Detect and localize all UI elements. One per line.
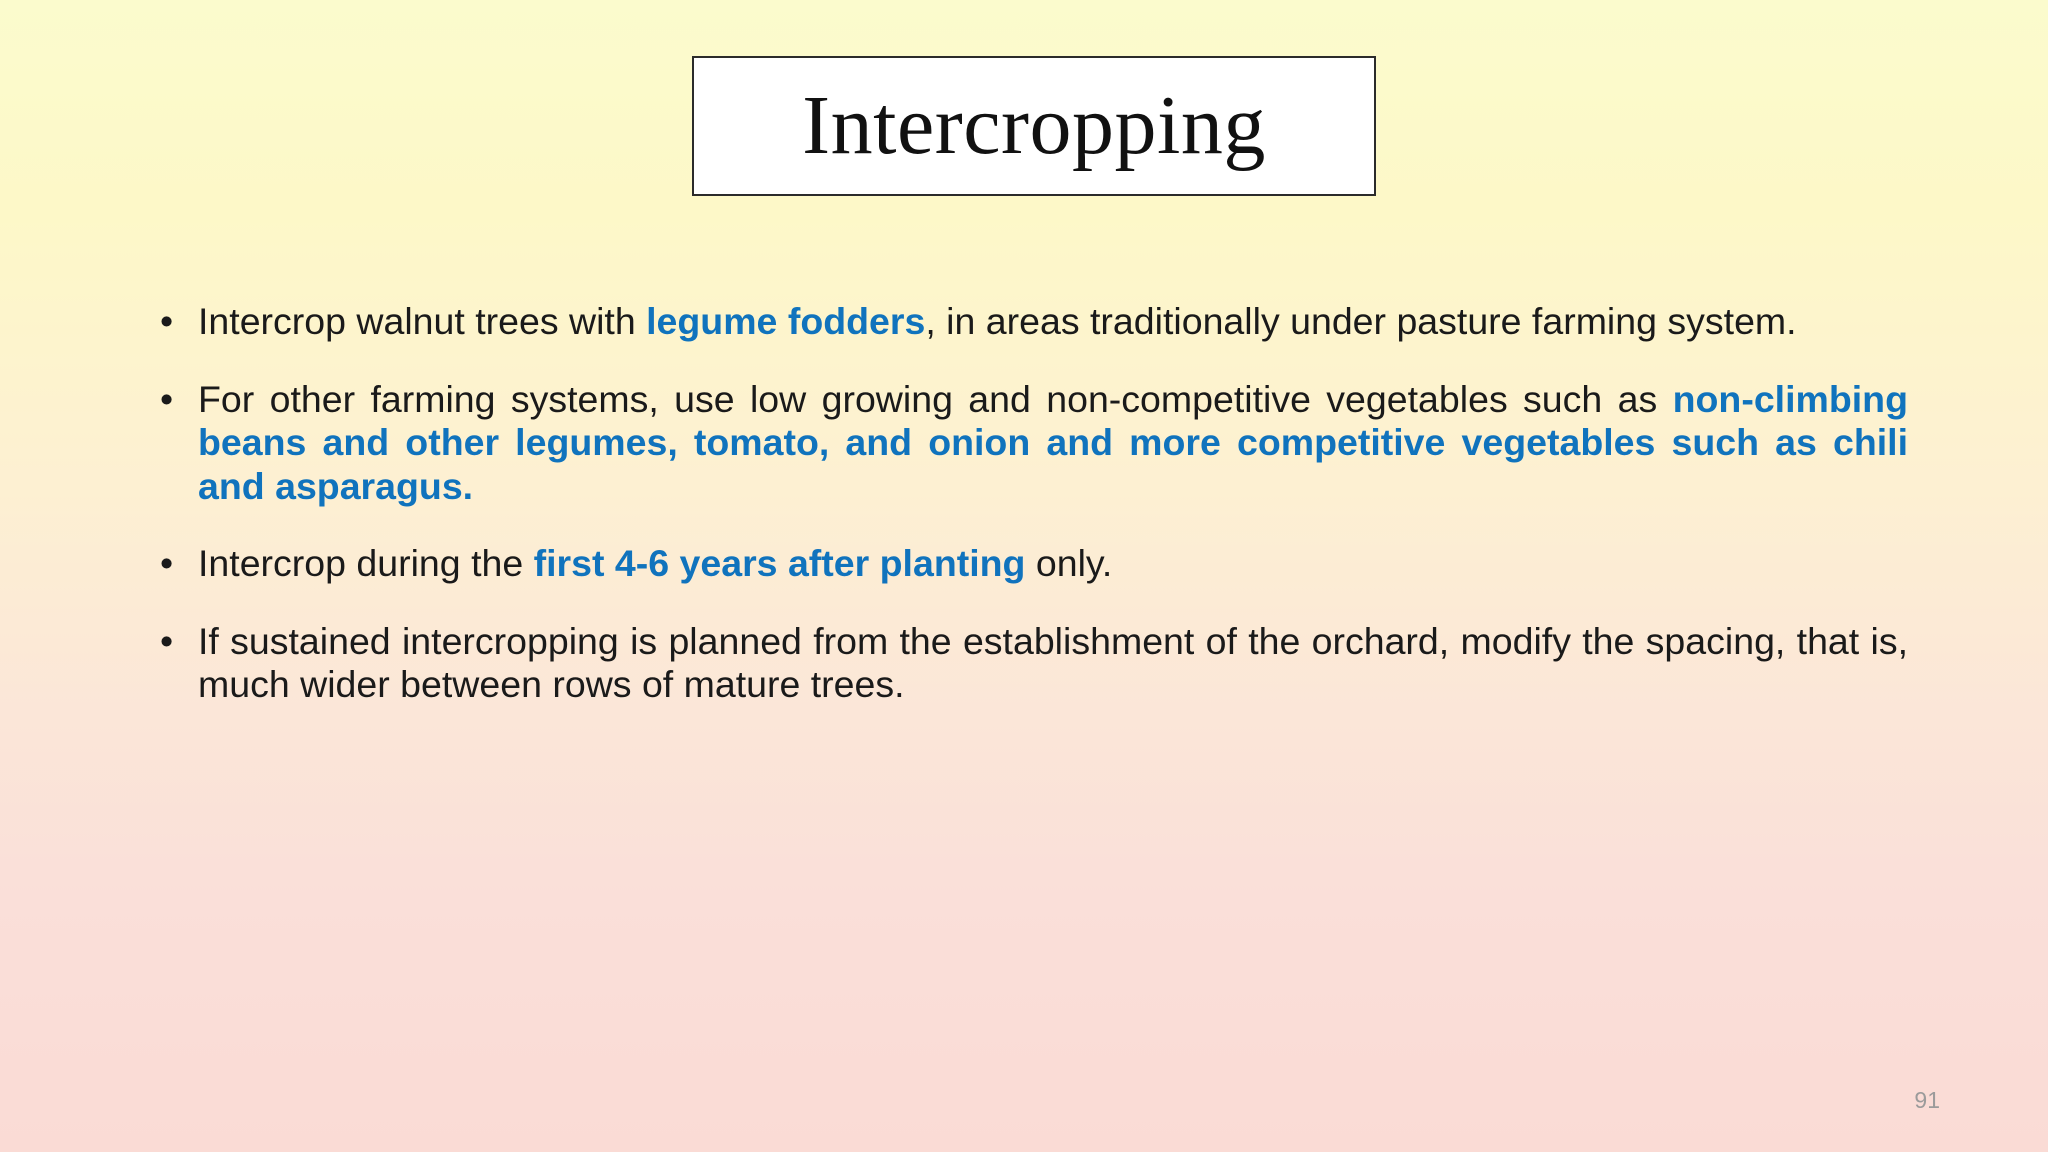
list-item — [148, 378, 1908, 509]
list-item-text — [198, 542, 1112, 584]
text-run: , in areas traditionally under pasture farming system. — [925, 300, 1797, 342]
highlight-run: legume fodders — [646, 300, 926, 342]
bullet-marker: • — [160, 377, 174, 420]
text-run: Intercrop during the — [198, 542, 534, 584]
bullet-marker: • — [160, 619, 174, 662]
list-item-text — [198, 620, 1908, 706]
page-title: Intercropping — [802, 79, 1266, 172]
bullet-list — [148, 300, 1908, 707]
text-run: Intercrop walnut trees with — [198, 300, 647, 342]
text-run: If sustained intercropping is planned from the establishment of the orchard, modify the spacing, that is, much wider between rows of mature trees. — [198, 619, 1908, 705]
highlight-run: non-climbing beans and other legumes, tomato, and onion and more competitive vegetables such as chili and asparagus. — [198, 377, 1908, 507]
text-run: For other farming systems, use low growing and non-competitive vegetables such as — [198, 377, 1673, 420]
list-item — [148, 300, 1908, 344]
list-item-text — [198, 300, 1797, 342]
list-item — [148, 542, 1908, 586]
text-run: only. — [1025, 542, 1113, 584]
highlight-run: first 4-6 years after planting — [533, 542, 1026, 584]
bullet-marker: • — [160, 300, 174, 342]
page-number: 91 — [1914, 1087, 1940, 1113]
list-item — [148, 620, 1908, 707]
bullet-marker: • — [160, 542, 174, 584]
list-item-text — [198, 378, 1908, 507]
slide-title-box — [692, 56, 1376, 196]
